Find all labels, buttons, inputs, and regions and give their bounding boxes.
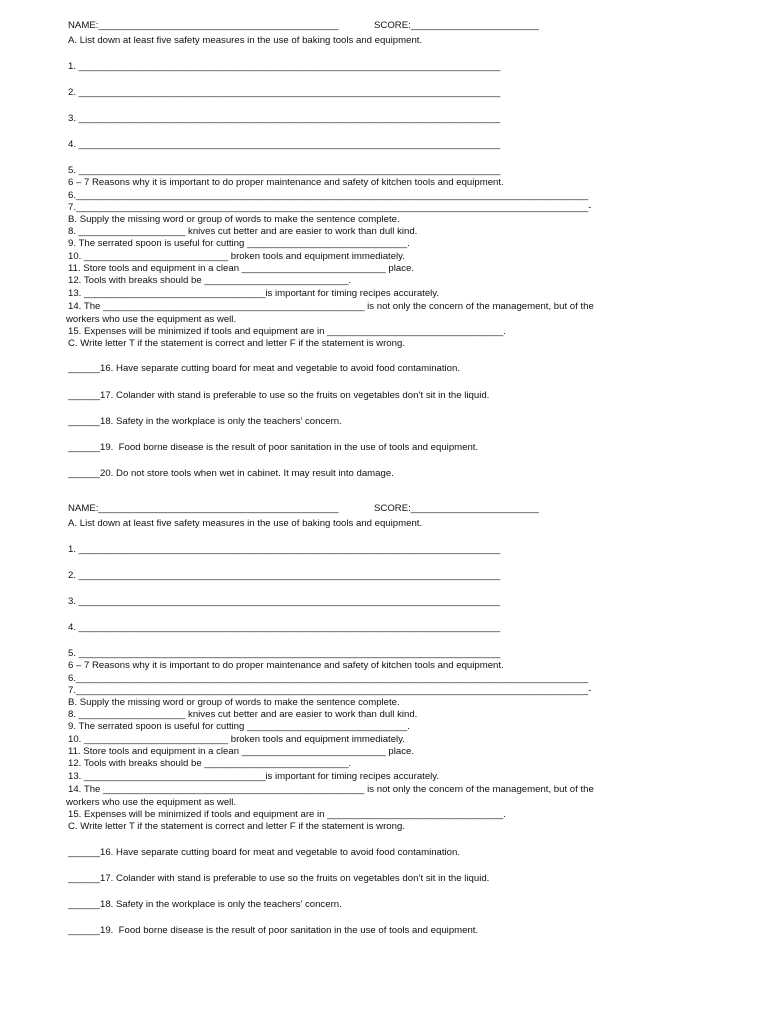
section-c-title: C. Write letter T if the statement is correct and letter F if the statement is wrong. (68, 821, 405, 832)
reasons-line-6: 6.________________________________________________________________________________________________ (68, 190, 589, 201)
section-c-item-17: ______17. Colander with stand is preferable to use so the fruits on vegetables don’t sit in the liquid. (68, 873, 490, 884)
section-b-item-12: 12. Tools with breaks should be ___________________________. (68, 275, 352, 286)
section-c-item-16: ______16. Have separate cutting board for meat and vegetable to avoid food contamination. (68, 363, 461, 374)
reasons-line-7: 7.________________________________________________________________________________________________- (68, 202, 592, 213)
section-b-title: B. Supply the missing word or group of words to make the sentence complete. (68, 214, 400, 225)
reasons-title: 6 – 7 Reasons why it is important to do proper maintenance and safety of kitchen tools and equipment. (68, 177, 504, 188)
section-c-item-17: ______17. Colander with stand is preferable to use so the fruits on vegetables don’t sit in the liquid. (68, 390, 490, 401)
section-b-item-10: 10. ___________________________ broken tools and equipment immediately. (68, 251, 405, 262)
section-a-item-2: 2. _______________________________________________________________________________ (68, 570, 501, 581)
section-b-item-11: 11. Store tools and equipment in a clean ___________________________ place. (68, 746, 415, 757)
section-c-item-18: ______18. Safety in the workplace is only the teachers’ concern. (68, 416, 342, 427)
section-b-item-8: 8. ____________________ knives cut better and are easier to work than dull kind. (68, 226, 418, 237)
reasons-title: 6 – 7 Reasons why it is important to do proper maintenance and safety of kitchen tools and equipment. (68, 660, 504, 671)
section-c-item-19: ______19. Food borne disease is the result of poor sanitation in the use of tools and equipment. (68, 442, 479, 453)
section-b-item-9: 9. The serrated spoon is useful for cutting ______________________________. (68, 238, 410, 249)
section-a-title: A. List down at least five safety measures in the use of baking tools and equipment. (68, 35, 423, 46)
section-a-item-3: 3. _______________________________________________________________________________ (68, 596, 501, 607)
section-b-item-13: 13. __________________________________is important for timing recipes accurately. (68, 288, 440, 299)
section-a-item-1: 1. _______________________________________________________________________________ (68, 544, 501, 555)
section-b-item-15: 15. Expenses will be minimized if tools and equipment are in _________________________________. (68, 809, 506, 820)
section-b-item-11: 11. Store tools and equipment in a clean ___________________________ place. (68, 263, 415, 274)
section-b-item-10: 10. ___________________________ broken tools and equipment immediately. (68, 734, 405, 745)
section-a-title: A. List down at least five safety measures in the use of baking tools and equipment. (68, 518, 423, 529)
section-a-item-3: 3. _______________________________________________________________________________ (68, 113, 501, 124)
section-c-title: C. Write letter T if the statement is correct and letter F if the statement is wrong. (68, 338, 405, 349)
section-b-item-13: 13. __________________________________is important for timing recipes accurately. (68, 771, 440, 782)
section-b-item-14: 14. The _________________________________________________ is not only the concern of the management, but of the (68, 301, 594, 312)
section-c-item-20: ______20. Do not store tools when wet in cabinet. It may result into damage. (68, 468, 394, 479)
section-b-item-8: 8. ____________________ knives cut better and are easier to work than dull kind. (68, 709, 418, 720)
section-c-item-18: ______18. Safety in the workplace is only the teachers’ concern. (68, 899, 342, 910)
section-a-item-5: 5. _______________________________________________________________________________ (68, 648, 501, 659)
section-a-item-1: 1. _______________________________________________________________________________ (68, 61, 501, 72)
section-a-item-4: 4. _______________________________________________________________________________ (68, 622, 501, 633)
score-field-label: SCORE:________________________ (374, 503, 539, 514)
section-b-item-14-cont: workers who use the equipment as well. (66, 797, 237, 808)
name-field-label: NAME:_____________________________________________ (68, 503, 339, 514)
section-b-item-14: 14. The _________________________________________________ is not only the concern of the management, but of the (68, 784, 594, 795)
reasons-line-7: 7.________________________________________________________________________________________________- (68, 685, 592, 696)
section-a-item-2: 2. _______________________________________________________________________________ (68, 87, 501, 98)
section-b-item-9: 9. The serrated spoon is useful for cutting ______________________________. (68, 721, 410, 732)
section-a-item-5: 5. _______________________________________________________________________________ (68, 165, 501, 176)
section-b-item-14-cont: workers who use the equipment as well. (66, 314, 237, 325)
section-c-item-19: ______19. Food borne disease is the result of poor sanitation in the use of tools and equipment. (68, 925, 479, 936)
section-c-item-16: ______16. Have separate cutting board for meat and vegetable to avoid food contamination. (68, 847, 461, 858)
section-b-item-12: 12. Tools with breaks should be ___________________________. (68, 758, 352, 769)
name-field-label: NAME:_____________________________________________ (68, 20, 339, 31)
section-a-item-4: 4. _______________________________________________________________________________ (68, 139, 501, 150)
score-field-label: SCORE:________________________ (374, 20, 539, 31)
section-b-item-15: 15. Expenses will be minimized if tools and equipment are in _________________________________. (68, 326, 506, 337)
section-b-title: B. Supply the missing word or group of words to make the sentence complete. (68, 697, 400, 708)
reasons-line-6: 6.________________________________________________________________________________________________ (68, 673, 589, 684)
